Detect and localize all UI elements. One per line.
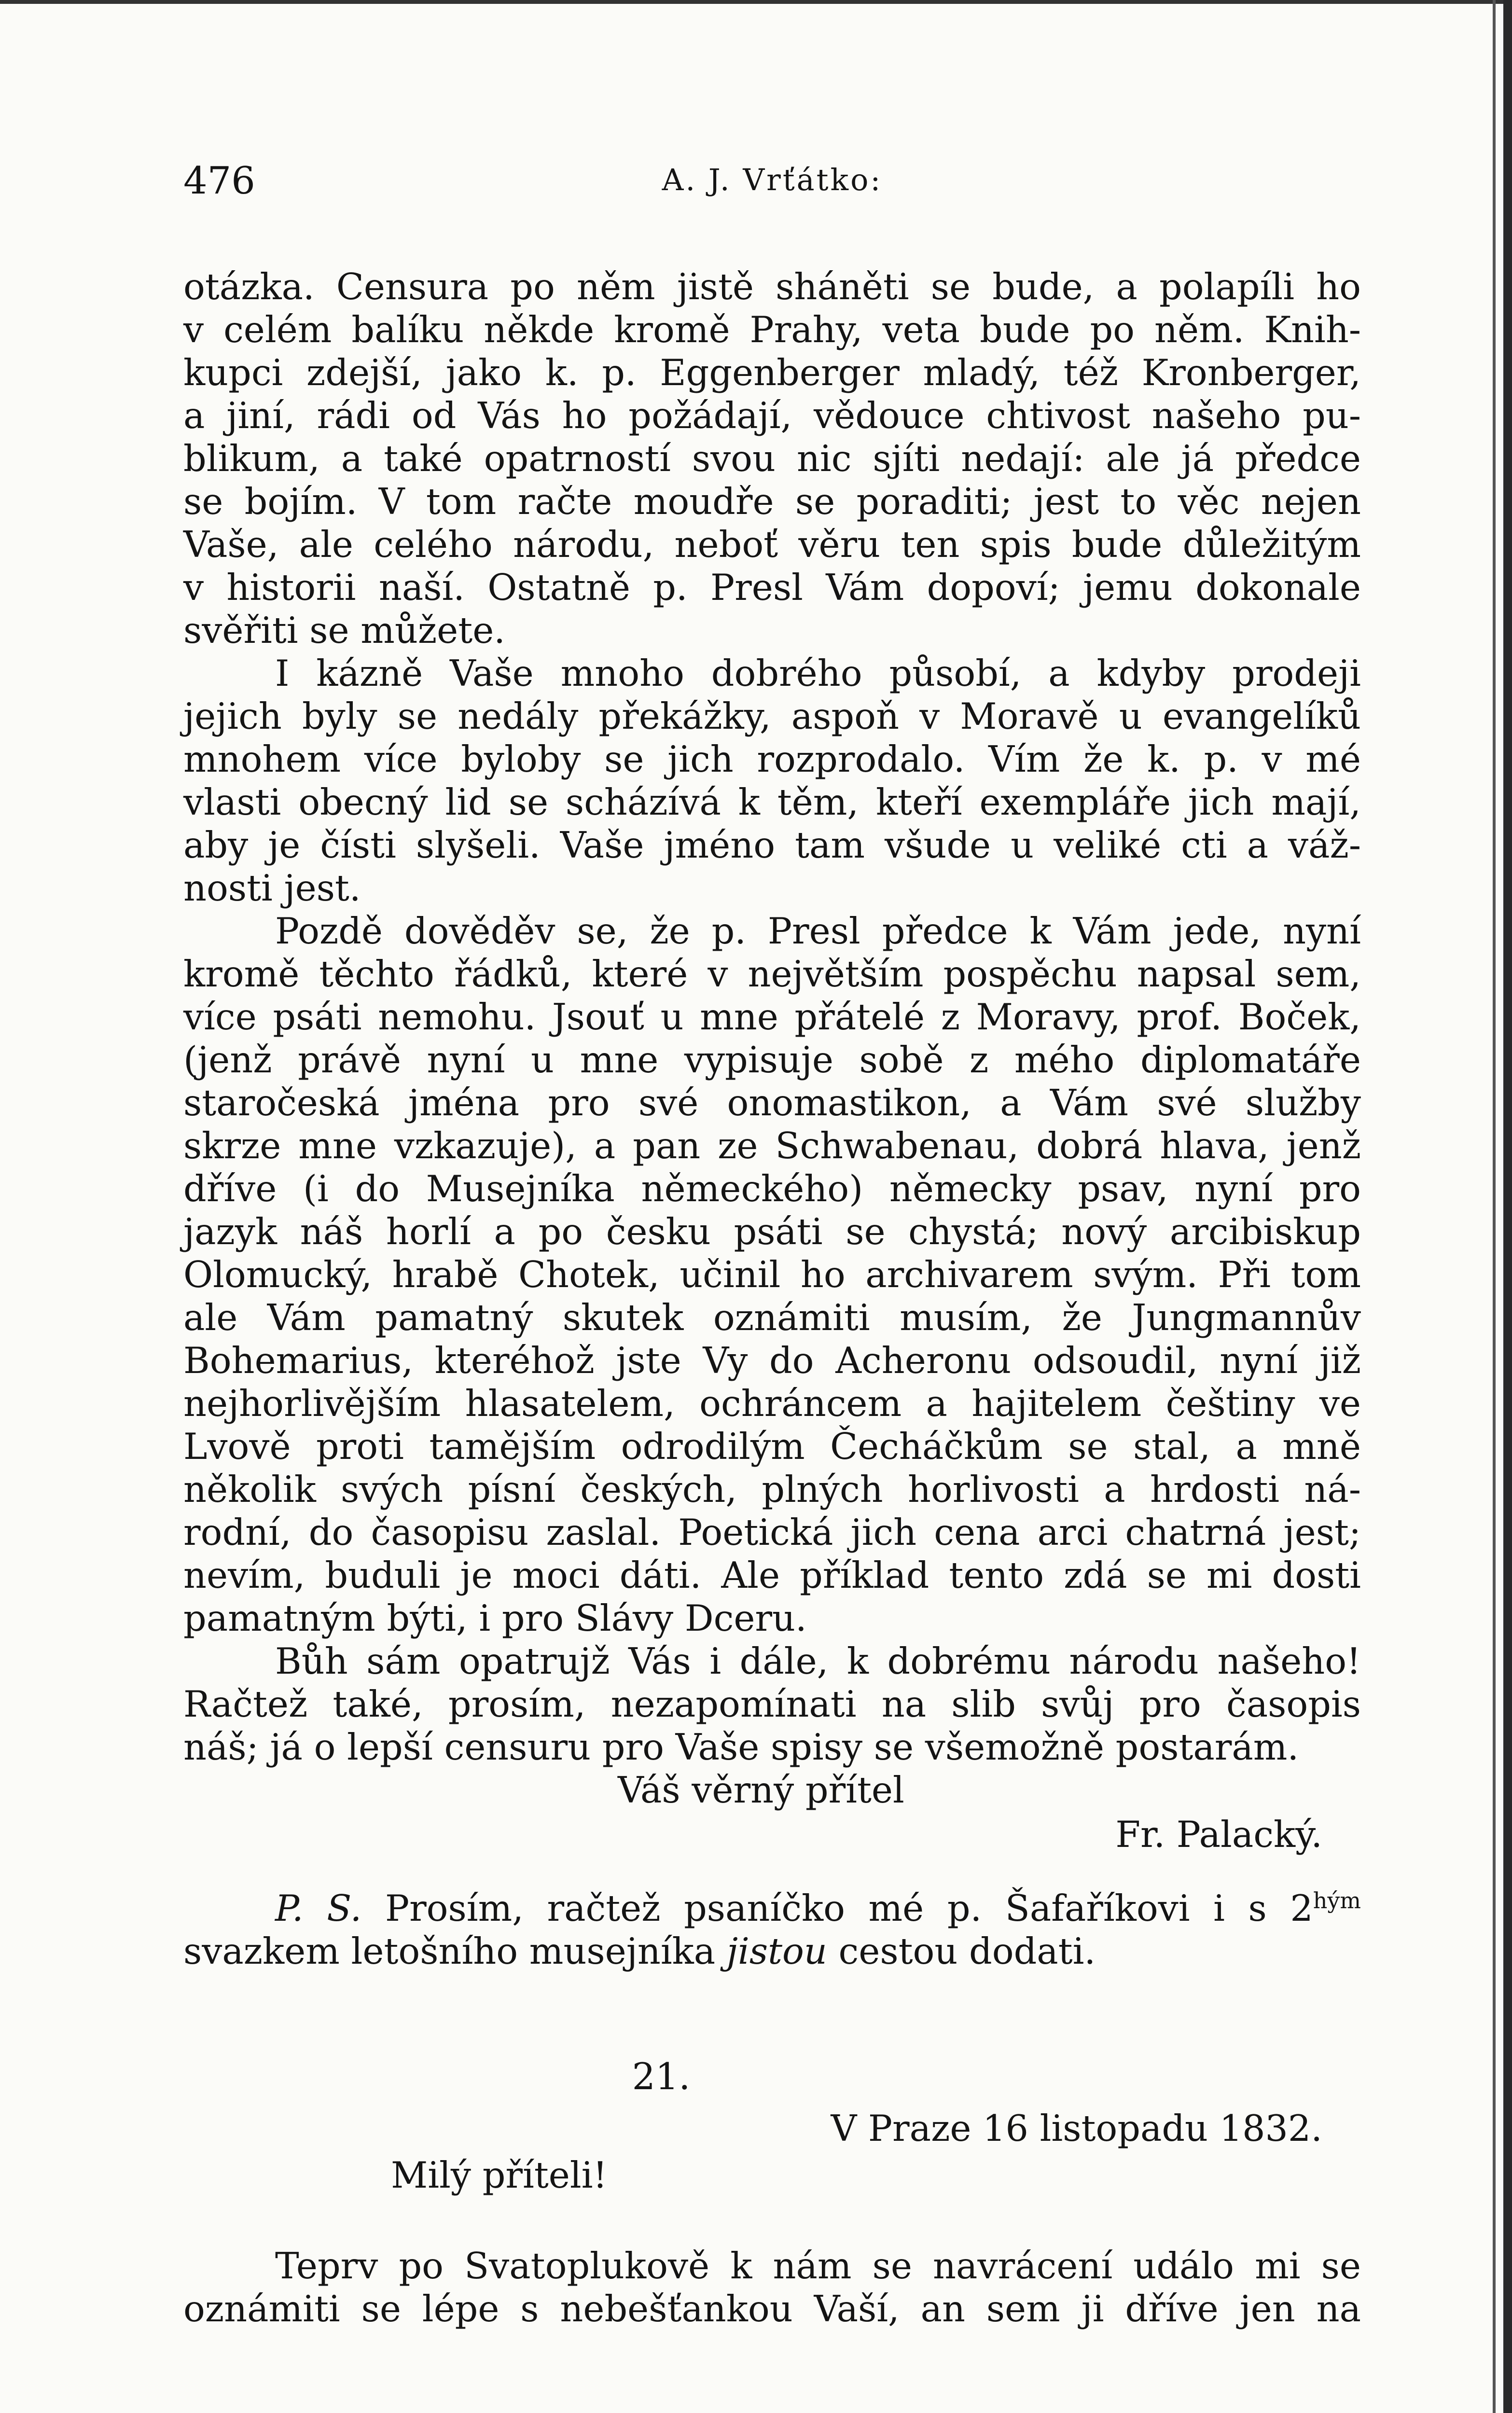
postscript-line-1 xyxy=(183,1887,1361,1930)
page-top-edge xyxy=(0,0,1512,4)
running-title: A. J. Vrťátko: xyxy=(662,162,883,197)
text-line: Račtež také, prosím, nezapomínati na slib svůj pro časopis xyxy=(183,1683,1361,1725)
letter-number: 21. xyxy=(632,2055,691,2098)
letter2-body xyxy=(183,2245,1361,2330)
salutation: Milý příteli! xyxy=(391,2154,608,2196)
text-line: Vaše, ale celého národu, neboť věru ten spis bude důležitým xyxy=(183,524,1361,566)
page-header xyxy=(183,159,1361,217)
text-line: ale Vám pamatný skutek oznámiti musím, že Jungmannův xyxy=(183,1297,1361,1339)
text-line: více psáti nemohu. Jsouť u mne přátelé z Moravy, prof. Boček, xyxy=(183,996,1361,1038)
postscript-italic-word: jistou xyxy=(726,1930,827,1972)
text-line: několik svých písní českých, plných horlivosti a hrdosti ná- xyxy=(183,1469,1361,1511)
text-line: Lvově proti tamějším odrodilým Čecháčkům se stal, a mně xyxy=(183,1426,1361,1468)
text-line: (jenž právě nyní u mne vypisuje sobě z mého diplomatáře xyxy=(183,1039,1361,1081)
text-line: kromě těchto řádků, které v největším pospěchu napsal sem, xyxy=(183,953,1361,995)
text-line: staročeská jména pro své onomastikon, a Vám své služby xyxy=(183,1082,1361,1124)
postscript-line-2 xyxy=(183,1930,1361,1973)
book-spine-edge xyxy=(1503,0,1512,2413)
text-line: nejhorlivějším hlasatelem, ochráncem a hajitelem češtiny ve xyxy=(183,1383,1361,1425)
text-line: Bohemarius, kteréhož jste Vy do Acheronu odsoudil, nyní již xyxy=(183,1340,1361,1382)
book-page xyxy=(183,159,1361,2330)
text-line: vlasti obecný lid se scházívá k těm, kteří exempláře jich mají, xyxy=(183,781,1361,823)
paragraph xyxy=(183,652,1361,910)
text-line: oznámiti se lépe s nebešťankou Vaší, an sem ji dříve jen na xyxy=(183,2288,1361,2330)
text-line: rodní, do časopisu zaslal. Poetická jich cena arci chatrná jest; xyxy=(183,1512,1361,1553)
postscript-label: P. S. xyxy=(275,1887,362,1929)
letter-body xyxy=(183,265,1361,1769)
text-line: Teprv po Svatoplukově k nám se navrácení událo mi se xyxy=(275,2245,1361,2287)
text-line: Olomucký, hrabě Chotek, učinil ho archivarem svým. Při tom xyxy=(183,1254,1361,1296)
text-line: v historii naší. Ostatně p. Presl Vám dopoví; jemu dokonale xyxy=(183,567,1361,609)
signature: Fr. Palacký. xyxy=(1115,1814,1322,1856)
text-line: jejich byly se nedály překážky, aspoň v Moravě u evangelíků xyxy=(183,695,1361,737)
text-line: otázka. Censura po něm jistě sháněti se bude, a polapíli ho xyxy=(183,266,1361,308)
text-line: v celém balíku někde kromě Prahy, veta bude po něm. Knih- xyxy=(183,309,1361,351)
text-line: kupci zdejší, jako k. p. Eggenberger mladý, též Kronberger, xyxy=(183,352,1361,394)
text-line: Pozdě dověděv se, že p. Presl předce k Vám jede, nyní xyxy=(275,910,1361,952)
text-line: jazyk náš horlí a po česku psáti se chystá; nový arcibiskup xyxy=(183,1211,1361,1253)
text-line: blikum, a také opatrností svou nic sjíti nedají: ale já předce xyxy=(183,438,1361,480)
closing-line: Váš věrný přítel xyxy=(618,1769,904,1811)
dateline: V Praze 16 listopadu 1832. xyxy=(831,2108,1322,2150)
book-spine-line xyxy=(1493,0,1496,2413)
text-line: Bůh sám opatrujž Vás i dále, k dobrému národu našeho! xyxy=(275,1640,1361,1682)
text-line: mnohem více byloby se jich rozprodalo. Vím že k. p. v mé xyxy=(183,738,1361,780)
page-number: 476 xyxy=(183,159,255,203)
text-line: I kázně Vaše mnoho dobrého působí, a kdyby prodeji xyxy=(275,652,1361,694)
paragraph xyxy=(183,1640,1361,1769)
postscript-superscript: hým xyxy=(1313,1887,1361,1914)
text-line: skrze mne vzkazuje), a pan ze Schwabenau, dobrá hlava, jenž xyxy=(183,1125,1361,1167)
text-line: pamatným býti, i pro Slávy Dceru. xyxy=(183,1597,807,1639)
postscript-line2-b: cestou dodati. xyxy=(827,1930,1096,1972)
text-line: aby je čísti slyšeli. Vaše jméno tam všude u veliké cti a váž- xyxy=(183,824,1361,866)
paragraph xyxy=(183,910,1361,1640)
postscript xyxy=(183,1887,1361,1973)
text-line: dříve (i do Musejníka německého) německy psav, nyní pro xyxy=(183,1168,1361,1210)
postscript-line2-a: svazkem letošního musejníka xyxy=(183,1930,727,1972)
text-line: nosti jest. xyxy=(183,867,361,909)
text-line: nevím, buduli je moci dáti. Ale příklad tento zdá se mi dosti xyxy=(183,1554,1361,1596)
postscript-text: Prosím, račtež psaníčko mé p. Šafaříkovi i s 2 xyxy=(385,1887,1313,1929)
text-line: svěřiti se můžete. xyxy=(183,610,505,652)
text-line: se bojím. V tom račte moudře se poraditi; jest to věc nejen xyxy=(183,481,1361,523)
paragraph xyxy=(183,265,1361,652)
text-line: a jiní, rádi od Vás ho požádají, vědouce chtivost našeho pu- xyxy=(183,395,1361,437)
text-line: náš; já o lepší censuru pro Vaše spisy se všemožně postarám. xyxy=(183,1726,1299,1768)
